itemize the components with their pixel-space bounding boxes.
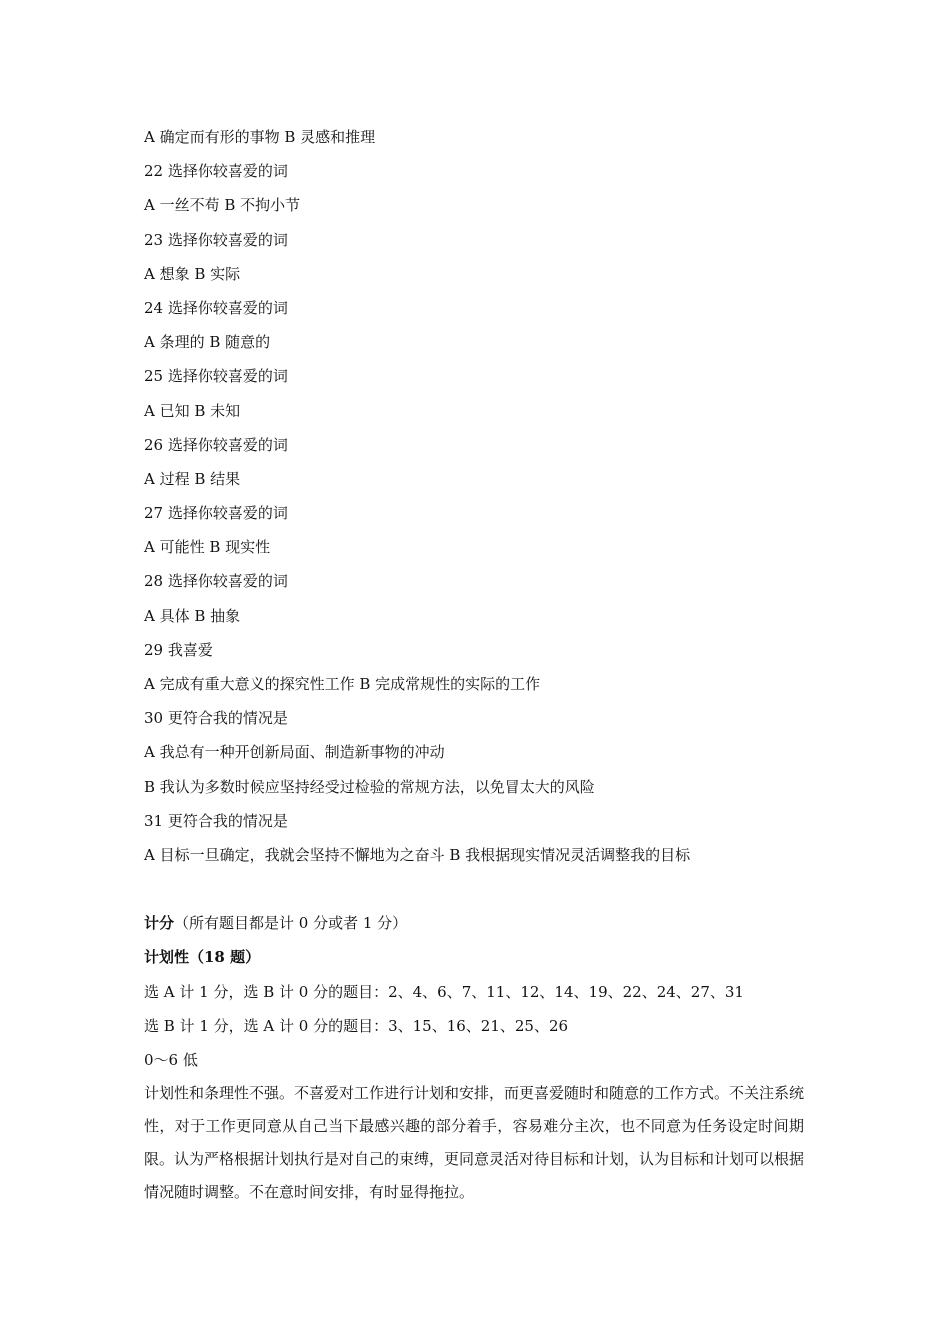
question-line: 27 选择你较喜爱的词 bbox=[144, 504, 288, 523]
question-line: 23 选择你较喜爱的词 bbox=[144, 230, 288, 249]
question-line: 26 选择你较喜爱的词 bbox=[144, 435, 288, 454]
question-line: 30 更符合我的情况是 bbox=[144, 709, 288, 728]
scoring-rule-b: 选 B 计 1 分，选 A 计 0 分的题目：3、15、16、21、25、26 bbox=[144, 1016, 569, 1035]
scoring-heading-note: （所有题目都是计 0 分或者 1 分） bbox=[174, 914, 408, 933]
question-line: A 条理的 B 随意的 bbox=[144, 333, 271, 352]
question-line: 31 更符合我的情况是 bbox=[144, 811, 288, 830]
question-line: 22 选择你较喜爱的词 bbox=[144, 162, 288, 181]
question-line: A 已知 B 未知 bbox=[144, 401, 241, 420]
question-line: 28 选择你较喜爱的词 bbox=[144, 572, 288, 591]
scoring-heading bbox=[144, 906, 804, 940]
question-line: A 一丝不苟 B 不拘小节 bbox=[144, 196, 301, 215]
question-line: A 我总有一种开创新局面、制造新事物的冲动 bbox=[144, 743, 445, 762]
section-title: 计划性（18 题） bbox=[144, 948, 261, 967]
document-page bbox=[144, 120, 804, 1209]
scoring-heading-label: 计分 bbox=[144, 914, 175, 933]
question-line: A 目标一旦确定，我就会坚持不懈地为之奋斗 B 我根据现实情况灵活调整我的目标 bbox=[144, 845, 691, 864]
question-line: A 完成有重大意义的探究性工作 B 完成常规性的实际的工作 bbox=[144, 675, 541, 693]
question-line: A 想象 B 实际 bbox=[144, 264, 241, 283]
section-spacer bbox=[144, 872, 804, 906]
question-line: A 确定而有形的事物 B 灵感和推理 bbox=[144, 128, 376, 146]
question-line: 25 选择你较喜爱的词 bbox=[144, 367, 288, 386]
score-range-low: 0～6 低 bbox=[144, 1050, 198, 1069]
question-line: 24 选择你较喜爱的词 bbox=[144, 298, 288, 317]
low-score-description: 计划性和条理性不强。不喜爱对工作进行计划和安排，而更喜爱随时和随意的工作方式。不关注系统性，对于工作更同意从自己当下最感兴趣的部分着手，容易难分主次，也不同意为任务设定时间期限。认为严格根据计划执行是对自己的束缚，更同意灵活对待目标和计划，认为目标和计划可以根据情况随时调整。不在意时间安排，有时显得拖拉。 bbox=[144, 1084, 805, 1202]
question-line: 29 我喜爱 bbox=[144, 640, 213, 659]
question-line: A 过程 B 结果 bbox=[144, 469, 241, 488]
question-line: A 具体 B 抽象 bbox=[144, 606, 241, 625]
question-line: A 可能性 B 现实性 bbox=[144, 538, 271, 557]
scoring-rule-a: 选 A 计 1 分，选 B 计 0 分的题目：2、4、6、7、11、12、14、19、22、24、27、31 bbox=[144, 982, 744, 1001]
question-line: B 我认为多数时候应坚持经受过检验的常规方法，以免冒太大的风险 bbox=[144, 777, 595, 796]
